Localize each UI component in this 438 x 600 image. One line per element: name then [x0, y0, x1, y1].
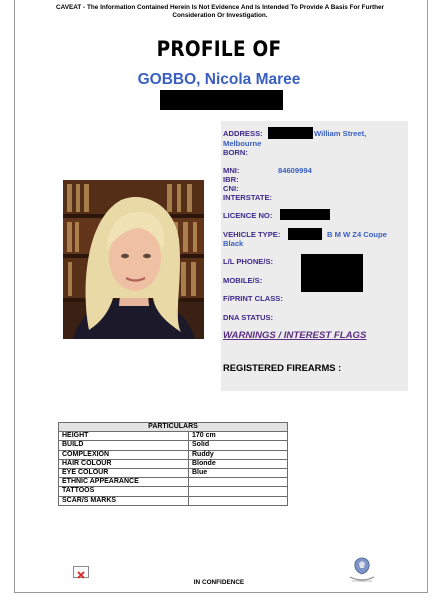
- row-value: Blue: [189, 468, 288, 477]
- table-row: [59, 432, 288, 441]
- row-value: [189, 496, 288, 505]
- address-redaction: [268, 127, 313, 139]
- fprint-label: F/PRINT CLASS:: [223, 294, 283, 303]
- row-label: COMPLEXION: [59, 450, 189, 459]
- row-value: [189, 487, 288, 496]
- vehicle-label: VEHICLE TYPE:: [223, 230, 281, 239]
- cni-label: CNI:: [223, 184, 239, 193]
- table-row: [59, 487, 288, 496]
- address-label: ADDRESS:: [223, 129, 263, 138]
- vehicle-redaction: [288, 228, 322, 240]
- row-label: HEIGHT: [59, 432, 189, 441]
- address-street: William Street,: [314, 129, 367, 138]
- row-value: Blonde: [189, 459, 288, 468]
- licence-redaction: [280, 209, 330, 220]
- row-label: BUILD: [59, 441, 189, 450]
- row-label: HAIR COLOUR: [59, 459, 189, 468]
- mni-label: MNI:: [223, 166, 240, 175]
- born-label: BORN:: [223, 148, 248, 157]
- dna-label: DNA STATUS:: [223, 313, 274, 322]
- licence-label: LICENCE NO:: [223, 211, 273, 220]
- row-value: [189, 478, 288, 487]
- table-row: [59, 441, 288, 450]
- row-label: ETHNIC APPEARANCE: [59, 478, 189, 487]
- mobile-label: MOBILE/S:: [223, 276, 263, 285]
- table-row: [59, 468, 288, 477]
- vehicle-value: B M W Z4 Coupe: [327, 230, 387, 239]
- landline-label: L/L PHONE/S:: [223, 257, 274, 266]
- phone-redaction: [301, 254, 363, 292]
- table-row: [59, 478, 288, 487]
- address-city: Melbourne: [223, 139, 262, 148]
- subject-photo: [63, 180, 204, 339]
- table-row: [59, 459, 288, 468]
- particulars-header: PARTICULARS: [59, 423, 288, 432]
- table-row: [59, 450, 288, 459]
- interstate-label: INTERSTATE:: [223, 193, 273, 202]
- mni-value: 84609994: [278, 166, 312, 175]
- row-label: SCAR/S MARKS: [59, 496, 189, 505]
- ibr-label: IBR:: [223, 175, 239, 184]
- footer-confidence: IN CONFIDENCE: [193, 579, 245, 586]
- table-row: [59, 496, 288, 505]
- police-emblem-icon: [345, 555, 379, 589]
- broken-image-icon: [73, 566, 89, 578]
- details-panel: [221, 121, 408, 391]
- row-label: EYE COLOUR: [59, 468, 189, 477]
- row-value: 170 cm: [189, 432, 288, 441]
- vehicle-colour: Black: [223, 239, 244, 248]
- caveat-notice: CAVEAT - The Information Contained Herein Is Not Evidence And Is Intended To Provide A Basis For Further Consideration Or Investigation.: [55, 4, 385, 19]
- row-value: Ruddy: [189, 450, 288, 459]
- row-label: TATTOOS: [59, 487, 189, 496]
- redaction-bar: [160, 90, 283, 110]
- warnings-link[interactable]: WARNINGS / INTEREST FLAGS: [223, 330, 367, 341]
- row-value: Solid: [189, 441, 288, 450]
- particulars-table: [58, 422, 288, 506]
- page-title: PROFILE OF: [156, 37, 282, 61]
- subject-name: GOBBO, Nicola Maree: [137, 71, 301, 88]
- firearms-label: REGISTERED FIREARMS :: [223, 362, 342, 373]
